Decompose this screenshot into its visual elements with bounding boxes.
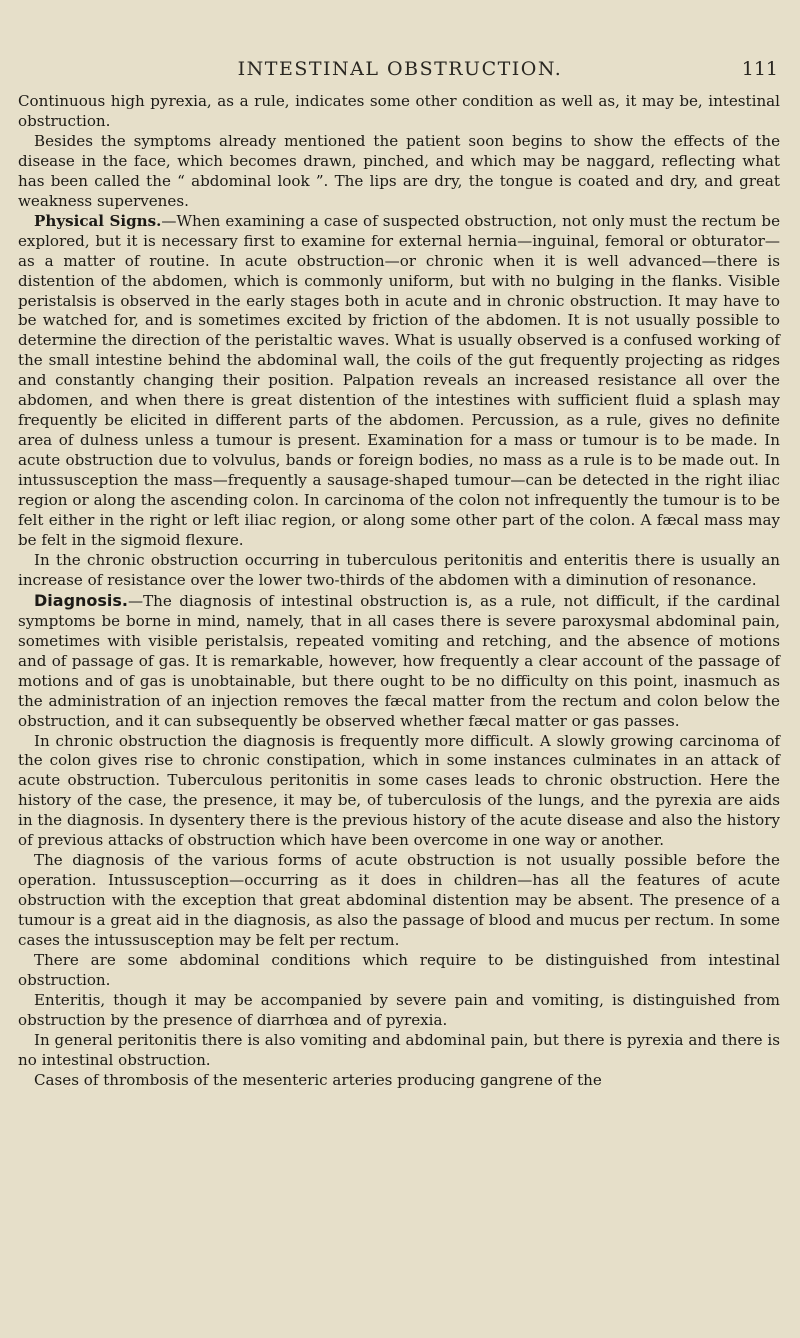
paragraph — [18, 212, 780, 551]
paragraph — [18, 551, 780, 591]
page-header — [0, 58, 800, 88]
paragraph-text: —When examining a case of suspected obstruction, not only must the rectum be explored, but it is necessary first to examine for external hernia—inguinal, femoral or obturator—as a matter of routine. In acute obstruction—or chronic when it is well advanced—there is distention of the abdomen, which is commonly uniform, but with no bulging in the flanks. Visible peristalsis is observed in the early stages both in acute and in chronic obstruction. It may have to be watched for, and is sometimes excited by friction of the abdomen. It is not usually possible to determine the direction of the peristaltic waves. What is usually observed is a confused working of the small intestine behind the abdominal wall, the coils of the gut frequently projecting as ridges and constantly changing their position. Palpation reveals an increased resistance all over the abdomen, and when there is great distention of the intestines with sufficient fluid a splash may frequently be elicited in different parts of the abdomen. Percussion, as a rule, gives no definite area of dulness unless a tumour is present. Examination for a mass or tumour is to be made. In acute obstruction due to volvulus, bands or foreign bodies, no mass as a rule is to be made out. In intussusception the mass—frequently a sausage-shaped tumour—can be detected in the right iliac region or along the ascending colon. In carcinoma of the colon not infrequently the tumour is to be felt either in the right or left iliac region, or along some other part of the colon. A fæcal mass may be felt in the sigmoid flexure. — [18, 211, 780, 549]
body-text — [18, 92, 780, 1091]
paragraph — [18, 951, 780, 991]
paragraph-text: The diagnosis of the various forms of acute obstruction is not usually possible before the operation. Intussusception—occurring as it does in children—has all the features of acute obstruction with the exception that great abdominal distention may be absent. The presence of a tumour is a great aid in the diagnosis, as also the passage of blood and mucus per rectum. In some cases the intussusception may be felt per rectum. — [18, 851, 780, 950]
paragraph — [18, 732, 780, 852]
running-title: INTESTINAL OBSTRUCTION. — [237, 58, 563, 80]
paragraph — [18, 851, 780, 951]
paragraph-text: In the chronic obstruction occurring in tuberculous peritonitis and enteritis there is usually an increase of resistance over the lower two-thirds of the abdomen with a diminution of resonance. — [18, 550, 780, 589]
section-heading-diagnosis: Diagnosis. — [34, 590, 129, 610]
paragraph-text: —The diagnosis of intestinal obstruction is, as a rule, not difficult, if the cardinal symptoms be borne in mind, namely, that in all cases there is severe paroxysmal abdominal pain, sometimes with visible peristalsis, repeated vomiting and retching, and the absence of motions and of passage of gas. It is remarkable, however, how frequently a clear account of the passage of motions and of gas is unobtainable, but there ought to be no difficulty on this point, inasmuch as the administration of an injection removes the fæcal matter from the rectum and colon below the obstruction, and it can subsequently be observed whether fæcal matter or gas passes. — [18, 591, 780, 730]
section-heading-physical-signs: Physical Signs. — [34, 211, 162, 230]
paragraph-text: In general peritonitis there is also vomiting and abdominal pain, but there is pyrexia and there is no intestinal obstruction. — [18, 1030, 780, 1069]
paragraph — [18, 92, 780, 132]
paragraph — [18, 591, 780, 732]
paragraph — [18, 1031, 780, 1071]
paragraph-text: Enteritis, though it may be accompanied by severe pain and vomiting, is distinguished from obstruction by the presence of diarrhœa and of pyrexia. — [18, 990, 780, 1029]
paragraph-text: There are some abdominal conditions which require to be distinguished from intestinal obstruction. — [18, 950, 780, 989]
paragraph-text: Continuous high pyrexia, as a rule, indicates some other condition as well as, it may be, intestinal obstruction. — [18, 92, 780, 130]
paragraph — [18, 132, 780, 212]
paragraph — [18, 1071, 780, 1091]
paragraph — [18, 991, 780, 1031]
paragraph-text: In chronic obstruction the diagnosis is frequently more difficult. A slowly growing carcinoma of the colon gives rise to chronic constipation, which in some instances culminates in an attack of acute obstruction. Tuberculous peritonitis in some cases leads to chronic obstruction. Here the history of the case, the presence, it may be, of tuberculosis of the lungs, and the pyrexia are aids in the diagnosis. In dysentery there is the previous history of the acute disease and also the history of previous attacks of obstruction which have been overcome in one way or another. — [18, 731, 780, 850]
page-number: 111 — [741, 58, 778, 80]
paragraph-text: Cases of thrombosis of the mesenteric arteries producing gangrene of the — [34, 1070, 602, 1089]
paragraph-text: Besides the symptoms already mentioned the patient soon begins to show the effects of the disease in the face, which becomes drawn, pinched, and which may be naggard, reflecting what has been called the “ abdominal look ”. The lips are dry, the tongue is coated and dry, and great weakness supervenes. — [18, 131, 780, 210]
